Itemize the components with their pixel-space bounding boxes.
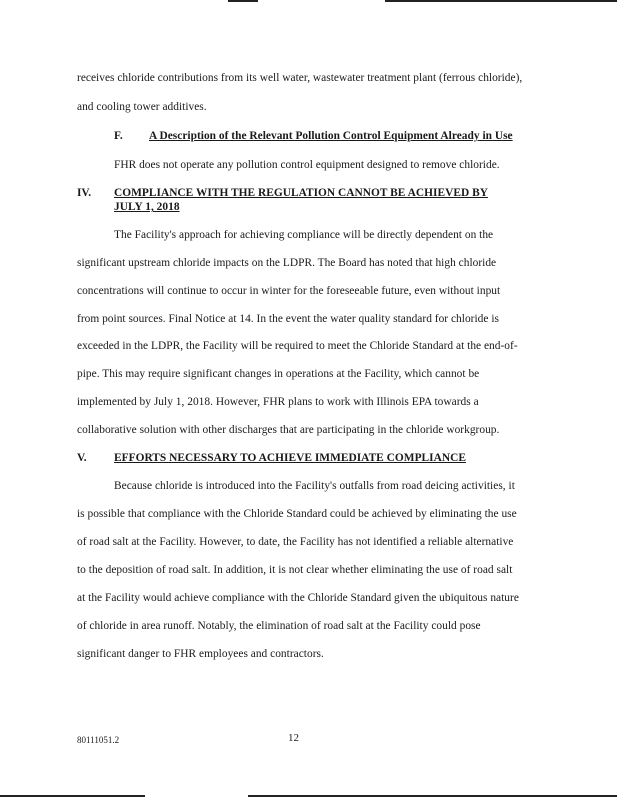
section-v-line: Because chloride is introduced into the Facility's outfalls from road deicing activities, it [114,480,515,492]
section-iv-line: from point sources. Final Notice at 14. In the event the water quality standard for chloride is [77,313,499,325]
section-v-line: of road salt at the Facility. However, to date, the Facility has not identified a reliable alternative [77,536,514,548]
section-iv-line: The Facility's approach for achieving compliance will be directly dependent on the [114,229,494,241]
bottom-scan-line-left [0,795,145,797]
section-v-number: V. [77,452,87,464]
section-iv-line: exceeded in the LDPR, the Facility will be required to meet the Chloride Standard at the end-of- [77,340,518,352]
page-number: 12 [288,732,299,744]
top-scan-line-left [228,0,258,2]
section-iv-line: collaborative solution with other discharges that are participating in the chloride workgroup. [77,424,500,436]
section-f-heading: A Description of the Relevant Pollution Control Equipment Already in Use [149,130,513,142]
section-iv-line: concentrations will continue to occur in winter for the foreseeable future, even without input [77,285,501,297]
body-line: receives chloride contributions from its well water, wastewater treatment plant (ferrous chloride), [77,72,523,84]
section-iv-heading-line2: JULY 1, 2018 [114,201,180,213]
section-iv-number: IV. [77,187,92,199]
section-f-body: FHR does not operate any pollution control equipment designed to remove chloride. [114,159,500,171]
section-f-number: F. [114,130,123,142]
section-v-line: to the deposition of road salt. In addition, it is not clear whether eliminating the use of road salt [77,564,513,576]
body-line: and cooling tower additives. [77,101,207,113]
section-v-line: is possible that compliance with the Chloride Standard could be achieved by eliminating the use [77,508,517,520]
section-iv-heading-line1: COMPLIANCE WITH THE REGULATION CANNOT BE ACHIEVED BY [114,187,488,199]
bottom-scan-line-right [248,795,617,797]
section-iv-line: pipe. This may require significant changes in operations at the Facility, which cannot be [77,368,480,380]
footer-doc-id: 80111051.2 [77,735,120,745]
section-iv-line: significant upstream chloride impacts on the LDPR. The Board has noted that high chloride [77,257,497,269]
section-v-heading: EFFORTS NECESSARY TO ACHIEVE IMMEDIATE COMPLIANCE [114,452,466,464]
section-v-line: at the Facility would achieve compliance with the Chloride Standard given the ubiquitous nature [77,592,519,604]
section-iv-line: implemented by July 1, 2018. However, FHR plans to work with Illinois EPA towards a [77,396,479,408]
section-v-line: of chloride in area runoff. Notably, the elimination of road salt at the Facility could pose [77,620,481,632]
top-scan-line-right [385,0,617,2]
section-v-line: significant danger to FHR employees and contractors. [77,648,324,660]
